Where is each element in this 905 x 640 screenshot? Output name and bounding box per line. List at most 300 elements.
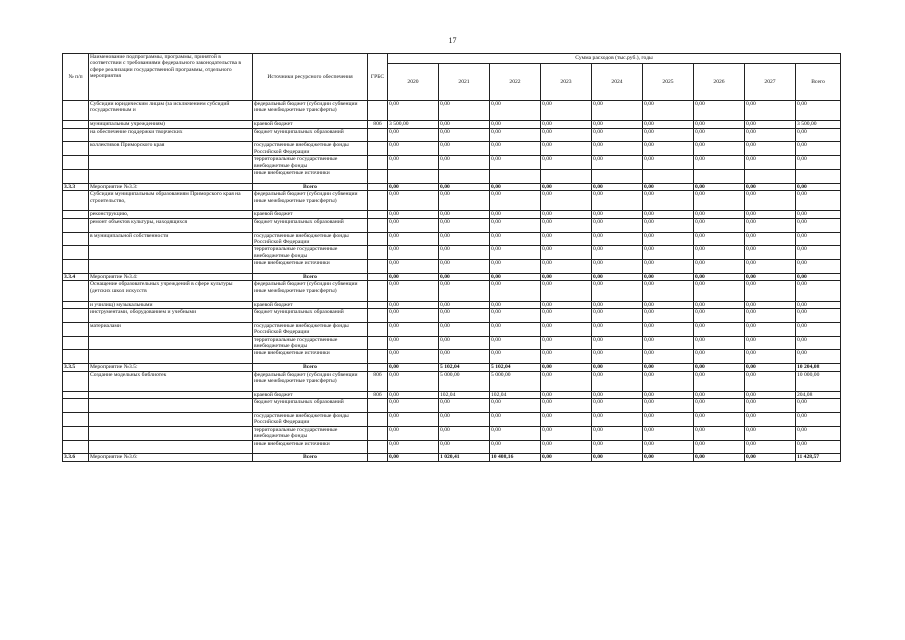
amount-cell: 0,00 — [490, 301, 541, 308]
header-sum-group: Сумма расходов (тыс.руб.), годы — [388, 54, 841, 64]
event-index — [63, 391, 89, 398]
amount-cell: 0,00 — [388, 440, 439, 454]
amount-cell: 0,00 — [388, 191, 439, 211]
amount-cell: 0,00 — [745, 391, 796, 398]
event-index — [63, 281, 89, 301]
event-name-line — [89, 391, 253, 398]
amount-cell: 0,00 — [388, 371, 439, 391]
amount-cell: 0,00 — [592, 211, 643, 218]
amount-cell: 0,00 — [388, 399, 439, 413]
amount-cell: 0,00 — [694, 426, 745, 440]
amount-cell: 0,00 — [643, 364, 694, 371]
amount-cell: 0,00 — [643, 399, 694, 413]
amount-cell: 0,00 — [541, 413, 592, 427]
amount-cell: 0,00 — [439, 426, 490, 440]
event-index — [63, 101, 89, 121]
amount-cell: 0,00 — [796, 399, 841, 413]
table-row — [63, 440, 841, 454]
amount-cell: 0,00 — [439, 232, 490, 246]
amount-cell: 0,00 — [592, 281, 643, 301]
total-label: Всего — [253, 274, 368, 281]
event-name-line: и училищ) музыкальными — [89, 301, 253, 308]
amount-cell: 10 000,00 — [796, 371, 841, 391]
amount-cell: 0,00 — [745, 232, 796, 246]
amount-cell: 0,00 — [796, 156, 841, 170]
grbs-cell — [368, 281, 388, 301]
amount-cell: 0,00 — [745, 301, 796, 308]
event-name-line: Создание модельных библиотек — [89, 371, 253, 391]
amount-cell — [745, 170, 796, 184]
grbs-cell — [368, 350, 388, 364]
amount-cell: 0,00 — [796, 281, 841, 301]
amount-cell: 0,00 — [745, 322, 796, 336]
amount-cell: 0,00 — [388, 454, 439, 461]
amount-cell: 0,00 — [541, 371, 592, 391]
grbs-cell: 806 — [368, 391, 388, 398]
amount-cell: 0,00 — [643, 260, 694, 274]
amount-cell: 0,00 — [541, 128, 592, 142]
header-year: 2024 — [592, 64, 643, 101]
amount-cell: 0,00 — [439, 309, 490, 323]
amount-cell: 0,00 — [694, 399, 745, 413]
amount-cell: 0,00 — [643, 142, 694, 156]
funding-source: краевой бюджет — [253, 301, 368, 308]
grbs-cell — [368, 191, 388, 211]
amount-cell: 0,00 — [592, 274, 643, 281]
amount-cell: 0,00 — [592, 183, 643, 190]
event-index — [63, 260, 89, 274]
table-row — [63, 364, 841, 371]
funding-source: территориальные государственные внебюджетные фонды — [253, 336, 368, 350]
event-index — [63, 142, 89, 156]
event-name-line: Оснащение образовательных учреждений в сфере культуры (детских школ искусств — [89, 281, 253, 301]
funding-source: государственные внебюджетные фонды Российской Федерации — [253, 232, 368, 246]
amount-cell: 0,00 — [439, 121, 490, 128]
table-row — [63, 391, 841, 398]
amount-cell: 0,00 — [592, 309, 643, 323]
event-index — [63, 350, 89, 364]
amount-cell: 0,00 — [541, 322, 592, 336]
event-name-line — [89, 170, 253, 184]
event-index — [63, 322, 89, 336]
amount-cell: 10 204,08 — [796, 364, 841, 371]
amount-cell: 0,00 — [592, 232, 643, 246]
grbs-cell — [368, 170, 388, 184]
amount-cell: 0,00 — [439, 142, 490, 156]
grbs-cell: 806 — [368, 371, 388, 391]
funding-source: федеральный бюджет (субсидии субвенции иные межбюджетные трансферты) — [253, 191, 368, 211]
amount-cell: 0,00 — [745, 246, 796, 260]
grbs-cell — [368, 128, 388, 142]
header-year: Всего — [796, 64, 841, 101]
event-name-line: реконструкцию, — [89, 211, 253, 218]
amount-cell: 0,00 — [541, 211, 592, 218]
header-year: 2027 — [745, 64, 796, 101]
funding-source: иные внебюджетные источники — [253, 440, 368, 454]
table-row — [63, 156, 841, 170]
header-grbs: ГРБС — [368, 54, 388, 101]
event-title: Мероприятие №3.6: — [89, 454, 253, 461]
table-row — [63, 350, 841, 364]
amount-cell: 0,00 — [694, 454, 745, 461]
funding-source: федеральный бюджет (субсидии субвенции иные межбюджетные трансферты) — [253, 101, 368, 121]
amount-cell: 0,00 — [592, 191, 643, 211]
event-name-line — [89, 156, 253, 170]
table-row — [63, 336, 841, 350]
amount-cell: 5 000,00 — [439, 371, 490, 391]
amount-cell: 0,00 — [541, 191, 592, 211]
grbs-cell — [368, 364, 388, 371]
amount-cell: 0,00 — [439, 156, 490, 170]
amount-cell: 0,00 — [541, 364, 592, 371]
amount-cell — [796, 170, 841, 184]
grbs-cell — [368, 211, 388, 218]
grbs-cell — [368, 426, 388, 440]
amount-cell: 0,00 — [694, 301, 745, 308]
amount-cell: 0,00 — [541, 246, 592, 260]
amount-cell: 0,00 — [439, 350, 490, 364]
event-name-line — [89, 260, 253, 274]
amount-cell: 0,00 — [745, 440, 796, 454]
amount-cell: 0,00 — [694, 274, 745, 281]
amount-cell: 0,00 — [592, 364, 643, 371]
event-index: 3.3.3 — [63, 183, 89, 190]
table-row — [63, 274, 841, 281]
funding-source: государственные внебюджетные фонды Российской Федерации — [253, 413, 368, 427]
amount-cell: 0,00 — [490, 309, 541, 323]
grbs-cell — [368, 156, 388, 170]
amount-cell: 0,00 — [796, 301, 841, 308]
event-name-line: материалами — [89, 322, 253, 336]
amount-cell: 0,00 — [490, 322, 541, 336]
amount-cell: 0,00 — [439, 336, 490, 350]
amount-cell: 0,00 — [745, 218, 796, 232]
amount-cell: 0,00 — [592, 301, 643, 308]
table-row — [63, 218, 841, 232]
grbs-cell — [368, 440, 388, 454]
amount-cell: 0,00 — [541, 309, 592, 323]
amount-cell: 0,00 — [745, 426, 796, 440]
amount-cell: 0,00 — [541, 301, 592, 308]
amount-cell: 0,00 — [490, 274, 541, 281]
amount-cell: 0,00 — [643, 350, 694, 364]
header-year: 2025 — [643, 64, 694, 101]
event-index — [63, 218, 89, 232]
amount-cell: 0,00 — [439, 281, 490, 301]
amount-cell: 0,00 — [592, 399, 643, 413]
event-name-line — [89, 440, 253, 454]
amount-cell: 0,00 — [745, 454, 796, 461]
table-row — [63, 454, 841, 461]
grbs-cell — [368, 413, 388, 427]
amount-cell: 204,08 — [796, 391, 841, 398]
funding-source: государственные внебюджетные фонды Российской Федерации — [253, 322, 368, 336]
grbs-cell: 806 — [368, 121, 388, 128]
grbs-cell — [368, 246, 388, 260]
amount-cell: 0,00 — [541, 183, 592, 190]
amount-cell: 0,00 — [592, 218, 643, 232]
event-title: Мероприятие №3.5: — [89, 364, 253, 371]
amount-cell: 0,00 — [541, 440, 592, 454]
amount-cell: 0,00 — [439, 260, 490, 274]
event-index — [63, 399, 89, 413]
amount-cell: 0,00 — [745, 371, 796, 391]
amount-cell: 0,00 — [388, 350, 439, 364]
amount-cell: 0,00 — [694, 218, 745, 232]
amount-cell: 0,00 — [592, 391, 643, 398]
grbs-cell — [368, 309, 388, 323]
event-name-line — [89, 350, 253, 364]
event-index — [63, 413, 89, 427]
amount-cell: 0,00 — [796, 260, 841, 274]
amount-cell: 0,00 — [694, 191, 745, 211]
table-row — [63, 211, 841, 218]
table-row — [63, 281, 841, 301]
amount-cell: 0,00 — [592, 426, 643, 440]
amount-cell: 5 102,04 — [490, 364, 541, 371]
amount-cell: 0,00 — [592, 454, 643, 461]
event-index — [63, 156, 89, 170]
amount-cell: 0,00 — [541, 391, 592, 398]
amount-cell: 0,00 — [694, 232, 745, 246]
amount-cell: 0,00 — [541, 350, 592, 364]
event-index — [63, 170, 89, 184]
grbs-cell — [368, 274, 388, 281]
amount-cell: 0,00 — [694, 101, 745, 121]
amount-cell: 0,00 — [796, 413, 841, 427]
amount-cell: 0,00 — [745, 211, 796, 218]
amount-cell — [643, 170, 694, 184]
amount-cell: 0,00 — [643, 413, 694, 427]
amount-cell: 0,00 — [439, 128, 490, 142]
event-name-line — [89, 246, 253, 260]
amount-cell: 0,00 — [388, 413, 439, 427]
table-row — [63, 399, 841, 413]
amount-cell: 0,00 — [541, 274, 592, 281]
amount-cell: 0,00 — [388, 218, 439, 232]
amount-cell: 0,00 — [388, 142, 439, 156]
amount-cell: 0,00 — [745, 156, 796, 170]
amount-cell: 0,00 — [643, 454, 694, 461]
amount-cell: 0,00 — [694, 183, 745, 190]
amount-cell: 0,00 — [490, 232, 541, 246]
amount-cell — [439, 170, 490, 184]
event-index — [63, 191, 89, 211]
amount-cell: 0,00 — [694, 371, 745, 391]
amount-cell: 0,00 — [592, 128, 643, 142]
header-name: Наименование подпрограммы, программы, принятой в соответствии с требованиями федерального законодательства в сфере реализации государственной программы, отдельного мероприятия — [89, 54, 253, 101]
amount-cell: 0,00 — [796, 322, 841, 336]
amount-cell: 0,00 — [490, 399, 541, 413]
event-index — [63, 246, 89, 260]
amount-cell — [388, 170, 439, 184]
amount-cell: 0,00 — [490, 440, 541, 454]
amount-cell: 0,00 — [388, 246, 439, 260]
amount-cell: 0,00 — [643, 156, 694, 170]
amount-cell: 0,00 — [541, 454, 592, 461]
amount-cell: 0,00 — [643, 371, 694, 391]
amount-cell: 0,00 — [490, 336, 541, 350]
amount-cell: 0,00 — [439, 413, 490, 427]
amount-cell: 0,00 — [796, 426, 841, 440]
amount-cell: 0,00 — [796, 336, 841, 350]
amount-cell: 0,00 — [592, 413, 643, 427]
table-row — [63, 142, 841, 156]
amount-cell: 0,00 — [745, 183, 796, 190]
amount-cell: 0,00 — [796, 211, 841, 218]
amount-cell: 0,00 — [643, 309, 694, 323]
event-name-line: ремонт объектов культуры, находящихся — [89, 218, 253, 232]
amount-cell: 0,00 — [490, 128, 541, 142]
amount-cell: 0,00 — [541, 232, 592, 246]
event-name-line: на обеспечение поддержки творческих — [89, 128, 253, 142]
amount-cell: 0,00 — [490, 101, 541, 121]
table-row — [63, 301, 841, 308]
amount-cell: 0,00 — [796, 142, 841, 156]
amount-cell: 0,00 — [541, 260, 592, 274]
table-row — [63, 191, 841, 211]
amount-cell: 0,00 — [796, 128, 841, 142]
amount-cell: 0,00 — [796, 309, 841, 323]
amount-cell: 0,00 — [643, 191, 694, 211]
funding-source: иные внебюджетные источники — [253, 170, 368, 184]
amount-cell: 0,00 — [796, 440, 841, 454]
event-index: 3.3.4 — [63, 274, 89, 281]
amount-cell: 0,00 — [745, 309, 796, 323]
total-label: Всего — [253, 454, 368, 461]
amount-cell: 0,00 — [541, 121, 592, 128]
amount-cell: 0,00 — [643, 121, 694, 128]
funding-source: иные внебюджетные источники — [253, 350, 368, 364]
amount-cell: 0,00 — [388, 183, 439, 190]
event-name-line — [89, 336, 253, 350]
amount-cell: 0,00 — [643, 391, 694, 398]
event-name-line — [89, 399, 253, 413]
amount-cell: 0,00 — [592, 142, 643, 156]
amount-cell: 0,00 — [490, 260, 541, 274]
amount-cell: 0,00 — [541, 426, 592, 440]
table-row — [63, 309, 841, 323]
grbs-cell — [368, 142, 388, 156]
amount-cell: 1 020,41 — [439, 454, 490, 461]
amount-cell: 5 102,04 — [439, 364, 490, 371]
amount-cell: 0,00 — [643, 218, 694, 232]
amount-cell: 0,00 — [541, 336, 592, 350]
amount-cell: 0,00 — [592, 440, 643, 454]
amount-cell: 0,00 — [388, 232, 439, 246]
event-name-line: муниципальным учреждениям) — [89, 121, 253, 128]
amount-cell: 0,00 — [694, 322, 745, 336]
amount-cell: 0,00 — [388, 364, 439, 371]
event-index — [63, 336, 89, 350]
grbs-cell — [368, 454, 388, 461]
amount-cell: 0,00 — [796, 350, 841, 364]
amount-cell: 0,00 — [694, 142, 745, 156]
amount-cell: 5 000,00 — [490, 371, 541, 391]
grbs-cell — [368, 232, 388, 246]
amount-cell: 0,00 — [592, 322, 643, 336]
table-row — [63, 413, 841, 427]
amount-cell: 102,04 — [439, 391, 490, 398]
amount-cell: 0,00 — [796, 218, 841, 232]
header-source: Источники ресурсного обеспечения — [253, 54, 368, 101]
amount-cell: 0,00 — [745, 274, 796, 281]
grbs-cell — [368, 336, 388, 350]
amount-cell: 0,00 — [388, 101, 439, 121]
event-name-line: инструментами, оборудованием и учебными — [89, 309, 253, 323]
amount-cell: 0,00 — [592, 156, 643, 170]
event-title: Мероприятие №3.3: — [89, 183, 253, 190]
amount-cell: 0,00 — [643, 301, 694, 308]
amount-cell: 11 428,57 — [796, 454, 841, 461]
funding-source: территориальные государственные внебюджетные фонды — [253, 246, 368, 260]
amount-cell — [541, 170, 592, 184]
amount-cell: 0,00 — [490, 426, 541, 440]
amount-cell: 0,00 — [694, 260, 745, 274]
amount-cell: 0,00 — [694, 246, 745, 260]
amount-cell: 0,00 — [388, 426, 439, 440]
amount-cell: 0,00 — [643, 211, 694, 218]
amount-cell: 0,00 — [796, 232, 841, 246]
amount-cell: 0,00 — [694, 440, 745, 454]
amount-cell: 0,00 — [490, 191, 541, 211]
amount-cell: 0,00 — [388, 336, 439, 350]
amount-cell: 0,00 — [490, 350, 541, 364]
amount-cell: 0,00 — [439, 322, 490, 336]
amount-cell: 0,00 — [643, 322, 694, 336]
table-row — [63, 183, 841, 190]
amount-cell: 0,00 — [694, 121, 745, 128]
table-row — [63, 260, 841, 274]
amount-cell: 0,00 — [745, 260, 796, 274]
amount-cell: 0,00 — [592, 336, 643, 350]
table-body — [63, 101, 841, 462]
amount-cell: 0,00 — [643, 281, 694, 301]
amount-cell: 0,00 — [388, 128, 439, 142]
amount-cell: 0,00 — [388, 301, 439, 308]
amount-cell: 0,00 — [745, 364, 796, 371]
amount-cell — [592, 170, 643, 184]
event-name-line: Субсидии муниципальным образованиям Приморского края на строительство, — [89, 191, 253, 211]
amount-cell: 0,00 — [694, 281, 745, 301]
funding-source: федеральный бюджет (субсидии субвенции иные межбюджетные трансферты) — [253, 371, 368, 391]
table-row — [63, 101, 841, 121]
table-row — [63, 170, 841, 184]
amount-cell: 0,00 — [745, 142, 796, 156]
grbs-cell — [368, 399, 388, 413]
amount-cell: 0,00 — [694, 211, 745, 218]
amount-cell: 0,00 — [745, 399, 796, 413]
amount-cell: 0,00 — [388, 211, 439, 218]
funding-source: краевой бюджет — [253, 121, 368, 128]
header-year: 2026 — [694, 64, 745, 101]
amount-cell: 0,00 — [439, 274, 490, 281]
funding-source: федеральный бюджет (субсидии субвенции иные межбюджетные трансферты) — [253, 281, 368, 301]
amount-cell: 0,00 — [541, 142, 592, 156]
amount-cell: 0,00 — [796, 101, 841, 121]
amount-cell: 0,00 — [439, 399, 490, 413]
amount-cell: 0,00 — [694, 350, 745, 364]
amount-cell: 0,00 — [745, 191, 796, 211]
table-row — [63, 426, 841, 440]
amount-cell: 0,00 — [796, 191, 841, 211]
table-row — [63, 232, 841, 246]
table-header — [63, 54, 841, 101]
amount-cell: 0,00 — [388, 274, 439, 281]
amount-cell: 3 500,00 — [388, 121, 439, 128]
amount-cell: 10 408,16 — [490, 454, 541, 461]
amount-cell: 0,00 — [439, 218, 490, 232]
